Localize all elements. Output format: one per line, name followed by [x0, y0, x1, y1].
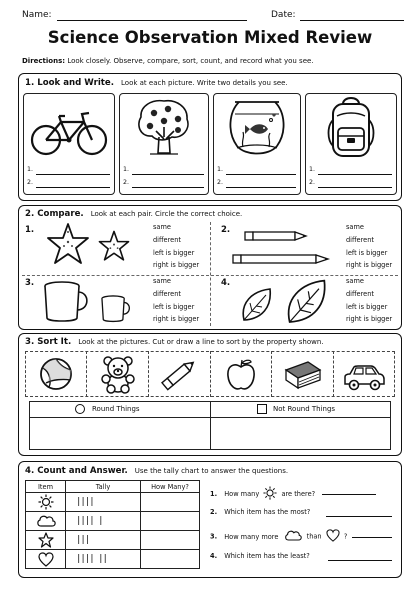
choice-same[interactable]: same — [346, 223, 364, 231]
choice-right-bigger[interactable]: right is bigger — [346, 315, 393, 324]
section1-title — [25, 78, 288, 88]
answer-line[interactable] — [352, 537, 392, 538]
answer-line[interactable] — [226, 187, 296, 188]
item-cell — [26, 550, 66, 569]
section1-title-text: 1. Look and Write. — [25, 78, 115, 88]
item-cell — [26, 493, 66, 512]
answer-line[interactable] — [322, 494, 376, 495]
not-round-things-label: Not Round Things — [273, 405, 336, 413]
page-title: Science Observation Mixed Review — [47, 28, 373, 47]
question-number: 2. — [210, 508, 218, 516]
question-text: Which item has the most? — [224, 508, 311, 516]
book-icon[interactable] — [282, 360, 322, 392]
starfish-icon — [46, 222, 90, 266]
col-header-item: Item — [26, 481, 66, 493]
date-field[interactable] — [300, 20, 404, 21]
directions — [22, 57, 314, 65]
tally-cell: ||| — [66, 531, 141, 550]
question-3 — [210, 529, 347, 544]
choice-list — [153, 221, 199, 272]
question-number: 1. — [210, 490, 218, 498]
date-label: Date: — [271, 10, 296, 20]
choice-right-bigger[interactable]: right is bigger — [153, 261, 200, 270]
directions-text: Look closely. Observe, compare, sort, count, and record what you see. — [67, 57, 314, 65]
backpack-icon — [323, 96, 379, 160]
choice-left-bigger[interactable]: left is bigger — [346, 248, 388, 257]
tally-cell: |||| | — [66, 512, 141, 531]
choice-different[interactable]: different — [346, 289, 375, 298]
choice-left-bigger[interactable]: left is bigger — [153, 302, 195, 311]
section4-title — [25, 466, 288, 476]
line-number: 2. — [309, 179, 316, 186]
question-mid: than — [306, 532, 322, 541]
tree-icon — [136, 99, 192, 157]
pair-number: 4. — [221, 278, 231, 288]
choice-different[interactable]: different — [346, 235, 375, 244]
table-row — [26, 512, 200, 531]
section4-title-text: 4. Count and Answer. — [25, 466, 128, 476]
section2-title-text: 2. Compare. — [25, 209, 84, 219]
answer-line[interactable] — [36, 174, 110, 175]
section2-instructions: Look at each pair. Circle the correct choice. — [90, 210, 243, 218]
question-text: Which item has the least? — [224, 552, 310, 560]
tally-cell: |||| — [66, 493, 141, 512]
sun-icon — [38, 494, 54, 510]
choice-right-bigger[interactable]: right is bigger — [346, 261, 393, 270]
mug-icon — [100, 294, 134, 324]
teddy-bear-icon[interactable] — [100, 355, 136, 393]
answer-line[interactable] — [326, 516, 392, 517]
choice-right-bigger[interactable]: right is bigger — [153, 315, 200, 324]
pencil-icon — [244, 230, 308, 242]
line-number: 1. — [309, 166, 316, 173]
choice-list — [346, 275, 392, 326]
name-field[interactable] — [57, 20, 247, 21]
compare-divider-v — [210, 222, 211, 326]
question-number: 4. — [210, 552, 218, 560]
leaf-icon — [284, 278, 330, 326]
pencil-icon — [232, 253, 330, 265]
section4-instructions: Use the tally chart to answer the questions. — [134, 467, 289, 475]
cut-line — [333, 351, 334, 397]
col-header-tally: Tally — [66, 481, 141, 493]
cut-line — [210, 351, 211, 397]
choice-same[interactable]: same — [153, 223, 171, 231]
pair-number: 3. — [25, 278, 35, 288]
question-pre: How many more — [224, 532, 279, 541]
question-post: ? — [343, 532, 348, 541]
choice-different[interactable]: different — [153, 289, 182, 298]
line-number: 2. — [27, 179, 34, 186]
car-icon[interactable] — [342, 364, 386, 392]
how-many-cell[interactable] — [141, 531, 200, 550]
answer-line[interactable] — [132, 174, 204, 175]
question-post: are there? — [281, 490, 316, 498]
choice-left-bigger[interactable]: left is bigger — [346, 302, 388, 311]
compare-divider-h — [22, 275, 398, 276]
line-number: 1. — [123, 166, 130, 173]
heart-icon — [38, 552, 54, 567]
cloud-icon — [36, 514, 56, 528]
line-number: 2. — [217, 179, 224, 186]
ball-icon[interactable] — [39, 357, 73, 391]
question-4 — [210, 552, 310, 560]
answer-line[interactable] — [328, 560, 392, 561]
section3-title-text: 3. Sort It. — [25, 337, 72, 347]
star-icon — [38, 532, 54, 548]
square-icon — [257, 404, 267, 414]
choice-left-bigger[interactable]: left is bigger — [153, 248, 195, 257]
name-label: Name: — [22, 10, 52, 20]
choice-different[interactable]: different — [153, 235, 182, 244]
round-things-area[interactable] — [30, 418, 209, 449]
choice-same[interactable]: same — [153, 277, 171, 285]
how-many-cell[interactable] — [141, 512, 200, 531]
bicycle-icon — [29, 108, 109, 158]
choice-same[interactable]: same — [346, 277, 364, 285]
cut-line — [271, 351, 272, 397]
section1-instructions: Look at each picture. Write two details you see. — [121, 79, 288, 87]
table-row — [26, 531, 200, 550]
cut-line — [86, 351, 87, 397]
leaf-icon — [240, 287, 274, 323]
item-cell — [26, 531, 66, 550]
tally-cell: |||| || — [66, 550, 141, 569]
answer-line[interactable] — [226, 174, 296, 175]
line-number: 1. — [217, 166, 224, 173]
answer-line[interactable] — [318, 187, 392, 188]
tally-table — [25, 480, 200, 569]
question-number: 3. — [210, 532, 218, 541]
apple-icon[interactable] — [226, 358, 256, 392]
section2-title — [25, 209, 242, 219]
round-circle-icon — [75, 404, 85, 414]
line-number: 1. — [27, 166, 34, 173]
section3-title — [25, 337, 324, 347]
how-many-cell[interactable] — [141, 550, 200, 569]
pair-number: 2. — [221, 225, 231, 235]
sun-icon — [263, 486, 277, 502]
line-number: 2. — [123, 179, 130, 186]
not-round-things-area[interactable] — [211, 418, 390, 449]
question-pre: How many — [224, 490, 260, 498]
answer-line[interactable] — [318, 174, 392, 175]
mug-icon — [42, 280, 94, 324]
table-row — [26, 493, 200, 512]
how-many-cell[interactable] — [141, 493, 200, 512]
question-2 — [210, 508, 310, 516]
round-things-label: Round Things — [92, 405, 140, 413]
col-header-how-many: How Many? — [141, 481, 200, 493]
answer-line[interactable] — [36, 187, 110, 188]
choice-list — [346, 221, 392, 272]
pair-number: 1. — [25, 225, 35, 235]
choice-list — [153, 275, 199, 326]
heart-icon — [326, 529, 340, 544]
pencil-icon[interactable] — [159, 357, 199, 393]
table-row — [26, 550, 200, 569]
directions-label: Directions: — [22, 57, 66, 65]
section3-instructions: Look at the pictures. Cut or draw a line to sort by the property shown. — [78, 338, 324, 346]
item-cell — [26, 512, 66, 531]
starfish-icon — [98, 230, 130, 262]
fishbowl-icon — [227, 98, 287, 158]
cut-line — [148, 351, 149, 397]
cloud-icon — [284, 529, 302, 544]
question-1 — [210, 486, 315, 502]
answer-line[interactable] — [132, 187, 204, 188]
